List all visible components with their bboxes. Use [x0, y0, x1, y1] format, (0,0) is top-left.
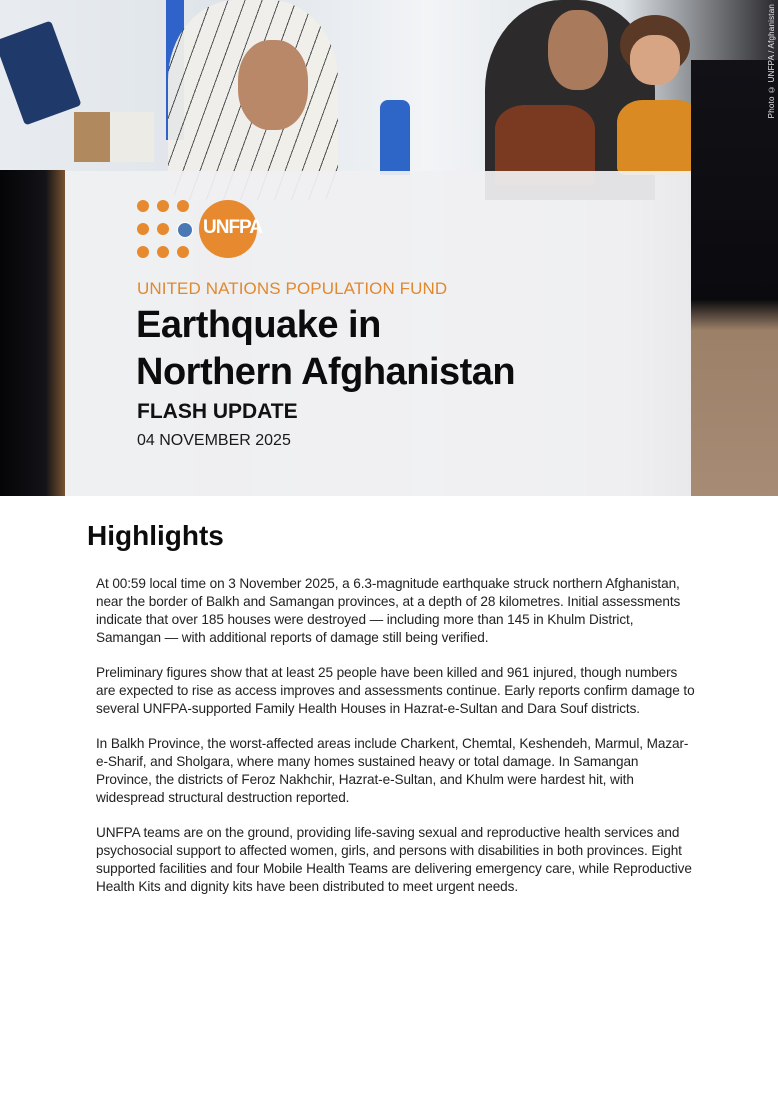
unfpa-logo — [137, 200, 261, 258]
photo-credit: Photo © UNFPA / Afghanistan — [767, 4, 776, 119]
document-date: 04 NOVEMBER 2025 — [137, 432, 291, 449]
title-line-1: Earthquake in — [136, 304, 381, 346]
photo-child-shirt — [617, 100, 702, 175]
un-emblem-icon — [177, 222, 193, 238]
document-title — [136, 302, 515, 396]
logo-dot-icon — [157, 246, 169, 258]
logo-dot-icon — [177, 200, 189, 212]
logo-dot-icon — [157, 200, 169, 212]
logo-dot-icon — [177, 246, 189, 258]
title-line-2: Northern Afghanistan — [136, 351, 516, 393]
highlights-heading: Highlights — [87, 520, 224, 551]
photo-elder-face — [238, 40, 308, 130]
highlights-body — [96, 575, 696, 913]
photo-left-figure — [0, 170, 65, 496]
paragraph: At 00:59 local time on 3 November 2025, a 6.3-magnitude earthquake struck northern Afghanistan, near the border of Balkh and Samangan provinces, at a depth of 28 kilometres. Initial assessments indicate that over 185 houses were destroyed — including more than 145 in Khulm District, Samangan — with additional reports of damage still being verified. — [96, 576, 681, 645]
logo-dot-icon — [137, 246, 149, 258]
logo-wordmark: UNFPA — [203, 217, 263, 238]
logo-dot-icon — [137, 223, 149, 235]
photo-right-figure — [691, 60, 778, 496]
logo-dot-icon — [157, 223, 169, 235]
paragraph: UNFPA teams are on the ground, providing life-saving sexual and reproductive health services and psychosocial support to affected women, girls, and persons with disabilities in both provinces. Eight supported facilities and four Mobile Health Teams are delivering emergency care, while Reproductive Health Kits and dignity kits have been distributed to meet urgent needs. — [96, 825, 692, 894]
photo-mother-face — [548, 10, 608, 90]
logo-dot-icon — [137, 200, 149, 212]
photo-child-face — [630, 35, 680, 85]
document-subtitle: FLASH UPDATE — [137, 400, 298, 423]
cover-photo — [0, 0, 778, 496]
photo-boxes — [74, 112, 154, 162]
paragraph: Preliminary figures show that at least 25 people have been killed and 961 injured, though numbers are expected to rise as access improves and assessments continue. Early reports confirm damage to several UNFPA-supported Family Health Houses in Hazrat-e-Sultan and Dara Souf districts. — [96, 665, 695, 716]
photo-oxygen-tank — [380, 100, 410, 175]
cover-title-panel — [65, 171, 691, 496]
paragraph: In Balkh Province, the worst-affected areas include Charkent, Chemtal, Keshendeh, Marmul, Mazar-e-Sharif, and Sholgara, where many homes sustained heavy or total damage. In Samangan Province, the districts of Feroz Nakhchir, Hazrat-e-Sultan, and Khulm were hardest hit, with widespread structural destruction reported. — [96, 736, 689, 805]
agency-name: UNITED NATIONS POPULATION FUND — [137, 279, 448, 298]
